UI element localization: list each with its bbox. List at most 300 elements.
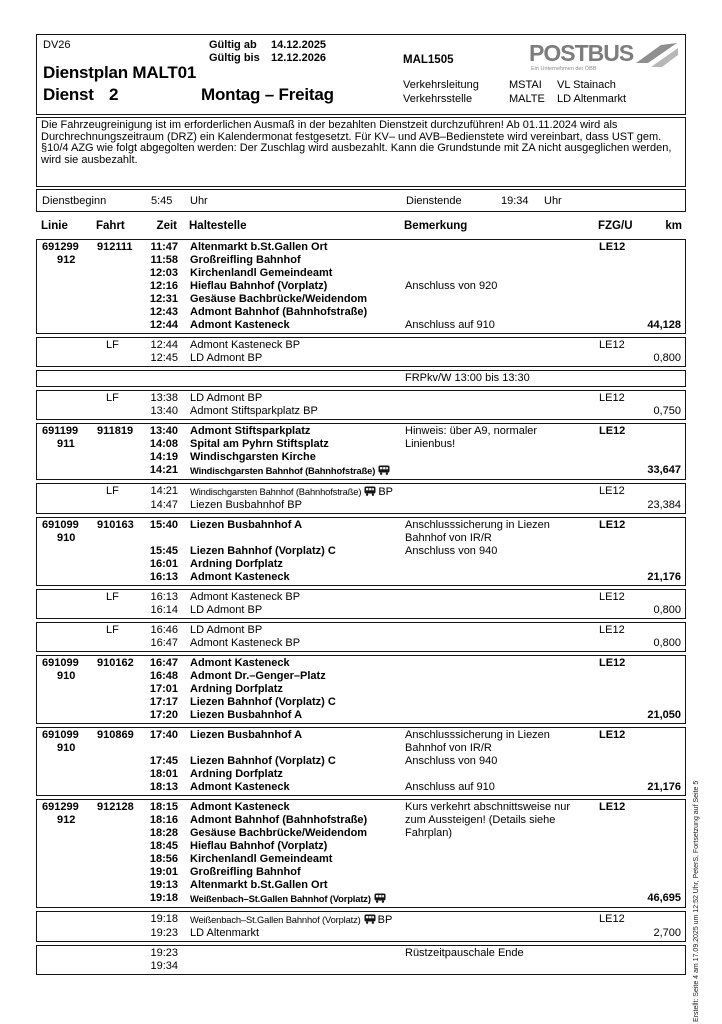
timetable-block: [36, 390, 686, 420]
cell-zeit: [139, 372, 181, 385]
stop-name: Admont Kasteneck BP: [190, 339, 301, 351]
timetable-block: [36, 483, 686, 514]
cell-bemerkung: [395, 339, 585, 352]
cell-km: 21,176: [647, 781, 681, 793]
stop-name: Admont Kasteneck BP: [190, 591, 301, 603]
stop-name: Admont Kasteneck: [190, 657, 290, 669]
cell-zeit: 14:19: [149, 451, 178, 463]
valid-to-date: 12.12.2026: [271, 52, 327, 64]
stop-name: Admont Kasteneck: [190, 319, 290, 331]
cell-km: [637, 947, 685, 960]
valid-to-label: Gültig bis: [209, 52, 260, 64]
cell-km: [637, 451, 685, 464]
valid-from-line: [209, 39, 326, 51]
stop-name: Admont Kasteneck: [190, 801, 290, 813]
cell-km: [637, 814, 685, 827]
cell-linie: [37, 306, 95, 319]
cell-haltestelle: [181, 254, 395, 267]
cell-zeit: 16:47: [149, 657, 178, 669]
duty-end-label: Dienstende: [406, 195, 462, 207]
timetable-row: [37, 438, 685, 451]
cell-haltestelle: [181, 913, 395, 927]
cell-linie: [37, 352, 95, 365]
timetable-row: [37, 781, 685, 794]
cell-zeit: 18:13: [149, 781, 178, 793]
cell-fzg: [585, 464, 637, 478]
timetable-row: [37, 464, 685, 478]
cell-zeit: 19:34: [150, 960, 178, 972]
cell-km: 33,647: [647, 464, 681, 476]
cell-bemerkung: [395, 604, 585, 617]
cell-linie: [37, 879, 95, 892]
cell-fahrt: [95, 696, 139, 709]
cell-haltestelle: [181, 451, 395, 464]
stop-name: Admont Bahnhof (Bahnhofstraße): [190, 814, 368, 826]
timetable-row: [37, 960, 685, 973]
document-code: MAL1505: [403, 54, 454, 66]
cell-linie: [37, 624, 95, 637]
verkehrsleitung-line: [403, 79, 616, 91]
stop-name: Ardning Dorfplatz: [190, 768, 283, 780]
cell-km: [637, 485, 685, 499]
cell-bemerkung: Anschluss auf 910: [405, 319, 495, 331]
stop-name: Admont Kasteneck: [190, 571, 290, 583]
cell-fzg: [585, 947, 637, 960]
timetable-row: [37, 591, 685, 604]
timetable-row: [37, 499, 685, 512]
cell-linie: [37, 604, 95, 617]
cell-fzg: [585, 853, 637, 866]
cell-fzg: LE12: [599, 913, 625, 925]
cell-haltestelle: [181, 352, 395, 365]
cell-zeit: 19:13: [149, 879, 178, 891]
cell-km: [637, 755, 685, 768]
stop-name: Liezen Bahnhof (Vorplatz) C: [190, 696, 336, 708]
stop-name: Hieflau Bahnhof (Vorplatz): [190, 280, 328, 292]
cell-fzg: [585, 670, 637, 683]
cell-km: [637, 853, 685, 866]
stop-name: Liezen Busbahnhof A: [190, 519, 303, 531]
cell-bemerkung: [395, 241, 585, 254]
stop-name: LD Admont BP: [190, 604, 263, 616]
cell-fahrt: [95, 558, 139, 571]
cell-zeit: 17:20: [149, 709, 178, 721]
stop-name: Liezen Busbahnhof A: [190, 729, 303, 741]
cell-fahrt: [95, 319, 139, 332]
cell-bemerkung: zum Aussteigen! (Details siehe: [405, 814, 556, 826]
cell-haltestelle: [181, 306, 395, 319]
cell-bemerkung: [395, 591, 585, 604]
cell-haltestelle: [181, 392, 395, 405]
cell-km: [637, 339, 685, 352]
cell-fzg: LE12: [599, 241, 626, 253]
cell-fzg: [585, 499, 637, 512]
cell-zeit: 16:47: [150, 637, 178, 649]
cell-zeit: 13:40: [150, 405, 178, 417]
cell-fzg: LE12: [599, 519, 626, 531]
stop-name: Großreifling Bahnhof: [190, 866, 301, 878]
cell-haltestelle: [181, 339, 395, 352]
stop-name: Windischgarsten Kirche: [190, 451, 316, 463]
postbus-logo-text: POSTBUS: [529, 39, 634, 67]
cell-haltestelle: [181, 624, 395, 637]
cell-fzg: LE12: [599, 392, 625, 404]
cell-linie: [37, 319, 95, 332]
cell-bemerkung: [395, 709, 585, 722]
cell-bemerkung: Rüstzeitpauschale Ende: [405, 947, 524, 959]
cell-linie: [37, 768, 95, 781]
cell-zeit: 18:45: [149, 840, 178, 852]
cell-km: [637, 280, 685, 293]
cell-linie: [37, 464, 95, 478]
duty-times-box: [36, 189, 686, 212]
col-km: km: [665, 220, 682, 232]
cell-km: 46,695: [647, 892, 681, 904]
cell-fzg: [585, 306, 637, 319]
cell-haltestelle: [181, 319, 395, 332]
timetable-block: [36, 589, 686, 619]
cell-fahrt: [95, 960, 139, 973]
cell-km: [637, 696, 685, 709]
timetable-row: [37, 604, 685, 617]
cell-haltestelle: [181, 558, 395, 571]
cell-linie: [37, 892, 95, 906]
timetable-row: [37, 637, 685, 650]
cell-linie: [37, 637, 95, 650]
cell-linie: [37, 781, 95, 794]
col-zeit: Zeit: [156, 220, 177, 232]
cell-haltestelle: [181, 709, 395, 722]
service-number: 2: [109, 85, 119, 104]
stop-name: Ardning Dorfplatz: [190, 683, 283, 695]
timetable-row: [37, 392, 685, 405]
cell-bemerkung: [395, 892, 585, 906]
cell-fahrt: [95, 604, 139, 617]
cell-haltestelle: [181, 927, 395, 940]
timetable-row: [37, 657, 685, 670]
timetable-block: [36, 239, 686, 334]
cell-fahrt: [95, 670, 139, 683]
cell-linie: [37, 499, 95, 512]
cell-fzg: [585, 879, 637, 892]
timetable-row: [37, 405, 685, 418]
cell-haltestelle: [181, 696, 395, 709]
cell-linie: 912: [57, 254, 76, 266]
cell-fzg: [585, 827, 637, 840]
cell-linie: [37, 280, 95, 293]
cell-zeit: 12:45: [150, 352, 178, 364]
cell-fahrt: [95, 451, 139, 464]
cell-fzg: [585, 451, 637, 464]
cell-zeit: 16:01: [149, 558, 178, 570]
cell-haltestelle: [181, 280, 395, 293]
cell-bemerkung: Bahnhof von IR/R: [405, 742, 492, 754]
cell-bemerkung: [395, 879, 585, 892]
cell-linie: 912: [57, 814, 76, 826]
cell-km: 2,700: [653, 927, 681, 939]
cell-linie: 691099: [42, 729, 79, 741]
cell-fahrt: 910163: [97, 519, 134, 531]
cell-bemerkung: [395, 451, 585, 464]
stop-suffix: BP: [377, 914, 393, 926]
valid-to-line: [209, 52, 326, 64]
timetable-block: [36, 945, 686, 975]
stop-name: LD Admont BP: [190, 624, 263, 636]
cell-fahrt: LF: [106, 624, 119, 636]
cell-linie: 911: [57, 438, 75, 450]
cell-zeit: [139, 532, 181, 545]
cell-haltestelle: [181, 267, 395, 280]
col-linie: Linie: [41, 220, 68, 232]
cell-fahrt: [95, 827, 139, 840]
cell-km: [637, 879, 685, 892]
cell-bemerkung: Linienbus!: [405, 438, 456, 450]
cell-fahrt: LF: [106, 591, 119, 603]
stop-name: Admont Kasteneck: [190, 781, 290, 793]
timetable-row: [37, 532, 685, 545]
stop-name: Weißenbach–St.Gallen Bahnhof (Vorplatz): [190, 914, 361, 925]
timetable-row: [37, 683, 685, 696]
cell-fahrt: [95, 892, 139, 906]
cell-zeit: 15:40: [149, 519, 178, 531]
cell-linie: [37, 451, 95, 464]
cell-km: [637, 306, 685, 319]
cell-linie: [37, 853, 95, 866]
cell-bemerkung: Hinweis: über A9, normaler: [405, 425, 538, 437]
duty-end-unit: Uhr: [544, 195, 562, 207]
stop-name: Altenmarkt b.St.Gallen Ort: [190, 241, 328, 253]
cell-fzg: [585, 742, 637, 755]
cell-linie: 691199: [42, 425, 79, 437]
cell-fzg: LE12: [599, 624, 625, 636]
timetable-row: [37, 293, 685, 306]
postbus-logo-subtext: Ein Unternehmen der ÖBB: [531, 66, 597, 72]
cell-bemerkung: Anschlusssicherung in Liezen: [405, 729, 550, 741]
timetable-block: [36, 370, 686, 387]
cell-zeit: 12:44: [150, 339, 178, 351]
cell-fzg: [585, 558, 637, 571]
cell-linie: 691099: [42, 657, 79, 669]
cell-bemerkung: [395, 657, 585, 670]
cell-haltestelle: [181, 866, 395, 879]
timetable-row: [37, 913, 685, 927]
cell-bemerkung: Anschluss von 940: [405, 545, 498, 557]
stop-name: Admont Dr.–Genger–Platz: [190, 670, 326, 682]
cell-haltestelle: [181, 729, 395, 742]
timetable-row: [37, 485, 685, 499]
timetable-row: [37, 670, 685, 683]
timetable-row: [37, 571, 685, 584]
cell-fahrt: [95, 840, 139, 853]
cell-fzg: LE12: [599, 425, 626, 437]
cell-fahrt: [95, 781, 139, 794]
verkehrsleitung-name: VL Stainach: [557, 79, 616, 91]
timetable-row: [37, 696, 685, 709]
cell-zeit: 16:14: [150, 604, 178, 616]
cell-haltestelle: [181, 742, 395, 755]
cell-haltestelle: [181, 293, 395, 306]
bus-stop-icon: [364, 486, 376, 496]
cell-haltestelle: [181, 755, 395, 768]
stop-name: Weißenbach–St.Gallen Bahnhof (Vorplatz): [190, 893, 371, 904]
cell-linie: [37, 827, 95, 840]
cell-fahrt: [95, 755, 139, 768]
timetable-row: [37, 352, 685, 365]
cell-fahrt: [95, 267, 139, 280]
timetable-block: [36, 655, 686, 724]
col-fahrt: Fahrt: [96, 220, 125, 232]
cell-haltestelle: [181, 892, 395, 906]
stop-name: Gesäuse Bachbrücke/Weidendom: [190, 293, 368, 305]
cell-linie: [37, 405, 95, 418]
stop-name: Liezen Busbahnhof BP: [190, 499, 302, 511]
timetable-row: [37, 892, 685, 906]
cell-fzg: [585, 840, 637, 853]
cell-fahrt: [95, 372, 139, 385]
cell-fahrt: [95, 683, 139, 696]
cell-fahrt: [95, 913, 139, 927]
cell-haltestelle: [181, 827, 395, 840]
cell-bemerkung: [395, 768, 585, 781]
cell-km: [637, 241, 685, 254]
cell-km: [637, 729, 685, 742]
cell-haltestelle: [181, 372, 395, 385]
cell-km: 44,128: [647, 319, 681, 331]
cell-linie: [37, 709, 95, 722]
col-fzg-u: FZG/U: [598, 220, 633, 232]
cell-zeit: 18:01: [149, 768, 178, 780]
page-margin-vertical-text: Erstellt: Seite 4 am 17.09.2025 um 12:52 Uhr, PeterS, Fortsetzung auf Seite 5: [693, 780, 700, 1022]
cell-fahrt: [95, 947, 139, 960]
cell-km: 0,800: [653, 352, 681, 364]
cell-km: [637, 801, 685, 814]
timetable-row: [37, 319, 685, 332]
plan-title: Dienstplan MALT01: [43, 63, 197, 82]
stop-name: Kirchenlandl Gemeindeamt: [190, 853, 333, 865]
cell-bemerkung: [395, 927, 585, 940]
cell-km: [637, 683, 685, 696]
cell-haltestelle: [181, 960, 395, 973]
timetable-block: [36, 911, 686, 942]
cell-bemerkung: Bahnhof von IR/R: [405, 532, 492, 544]
cell-fzg: LE12: [599, 801, 626, 813]
stop-name: LD Admont BP: [190, 352, 263, 364]
cell-bemerkung: [395, 352, 585, 365]
cell-fzg: [585, 319, 637, 332]
cell-zeit: 19:23: [150, 927, 178, 939]
timetable-row: [37, 624, 685, 637]
timetable-block: [36, 799, 686, 908]
cell-linie: [37, 755, 95, 768]
stop-name: Gesäuse Bachbrücke/Weidendom: [190, 827, 368, 839]
cell-fahrt: LF: [106, 392, 119, 404]
cell-fzg: [585, 755, 637, 768]
cell-haltestelle: [181, 438, 395, 451]
cell-linie: 910: [57, 532, 76, 544]
cell-km: [637, 657, 685, 670]
cell-bemerkung: [395, 485, 585, 499]
cell-bemerkung: Fahrplan): [405, 827, 453, 839]
duty-end-time: 19:34: [501, 195, 529, 207]
cell-km: [637, 293, 685, 306]
cell-fzg: [585, 405, 637, 418]
cell-bemerkung: [395, 254, 585, 267]
cell-fahrt: 912111: [97, 241, 133, 253]
cell-zeit: 18:16: [149, 814, 178, 826]
stop-name: Admont Kasteneck BP: [190, 637, 301, 649]
cell-haltestelle: [181, 545, 395, 558]
cell-fahrt: [95, 280, 139, 293]
cell-km: [637, 591, 685, 604]
cell-linie: 691299: [42, 801, 79, 813]
cell-bemerkung: [395, 293, 585, 306]
cell-haltestelle: [181, 947, 395, 960]
cell-fahrt: [95, 306, 139, 319]
cell-bemerkung: Anschluss von 920: [405, 280, 498, 292]
cell-zeit: 11:47: [150, 241, 178, 253]
stop-name: Liezen Bahnhof (Vorplatz) C: [190, 755, 336, 767]
cell-km: [637, 392, 685, 405]
stop-name: Spital am Pyhrn Stiftsplatz: [190, 438, 329, 450]
cell-bemerkung: [395, 499, 585, 512]
cell-km: [637, 558, 685, 571]
cell-zeit: 14:21: [149, 464, 178, 476]
cell-bemerkung: [395, 392, 585, 405]
cell-haltestelle: [181, 571, 395, 584]
cell-linie: [37, 683, 95, 696]
logo-swoosh-icon: [635, 42, 679, 69]
cell-zeit: 19:23: [150, 947, 178, 959]
timetable-block: [36, 517, 686, 586]
notice-text: Die Fahrzeugreinigung ist im erforderlichen Ausmaß in der bezahlten Dienstzeit durchzuführen! Ab 01.11.2024 wird als Durchrechnungszeitraum (DRZ) ein Kalendermonat festgesetzt. Für KV– und AVB–Bedienstete wird vereinbart, dass UST gem. §10/4 AZG wie folgt abgegolten werden: Der Zuschlag wird ausbezahlt. Kann die Grundstunde mit ZA nicht ausgeglichen werden, wird sie ausbezahlt.: [41, 119, 672, 166]
cell-fzg: [585, 637, 637, 650]
stop-name: Windischgarsten Bahnhof (Bahnhofstraße): [190, 486, 362, 497]
cell-fahrt: [95, 853, 139, 866]
cell-km: [637, 960, 685, 973]
stop-name: LD Altenmarkt: [190, 927, 260, 939]
stop-name: LD Admont BP: [190, 392, 263, 404]
timetable-row: [37, 840, 685, 853]
duty-begin-time: 5:45: [151, 195, 173, 207]
cell-zeit: 12:31: [149, 293, 178, 305]
stop-name: Altenmarkt b.St.Gallen Ort: [190, 879, 328, 891]
cell-km: [637, 866, 685, 879]
stop-name: Liezen Busbahnhof A: [190, 709, 303, 721]
cell-zeit: 14:47: [150, 499, 178, 511]
timetable-row: [37, 879, 685, 892]
stop-name: Kirchenlandl Gemeindeamt: [190, 267, 333, 279]
timetable-row: [37, 254, 685, 267]
col-haltestelle: Haltestelle: [189, 220, 247, 232]
service-days: Montag – Freitag: [201, 85, 334, 104]
cell-linie: [37, 339, 95, 352]
cell-bemerkung: Anschluss auf 910: [405, 781, 495, 793]
cell-linie: [37, 372, 95, 385]
cell-haltestelle: [181, 683, 395, 696]
col-bemerkung: Bemerkung: [404, 220, 468, 232]
cell-bemerkung: Kurs verkehrt abschnittsweise nur: [405, 801, 571, 813]
cell-linie: [37, 558, 95, 571]
cell-fahrt: [95, 927, 139, 940]
cell-fahrt: [95, 866, 139, 879]
cell-fzg: [585, 545, 637, 558]
cell-fzg: [585, 683, 637, 696]
cell-haltestelle: [181, 801, 395, 814]
cell-fzg: [585, 280, 637, 293]
timetable-row: [37, 425, 685, 438]
cell-zeit: 12:16: [149, 280, 178, 292]
cell-bemerkung: [395, 267, 585, 280]
